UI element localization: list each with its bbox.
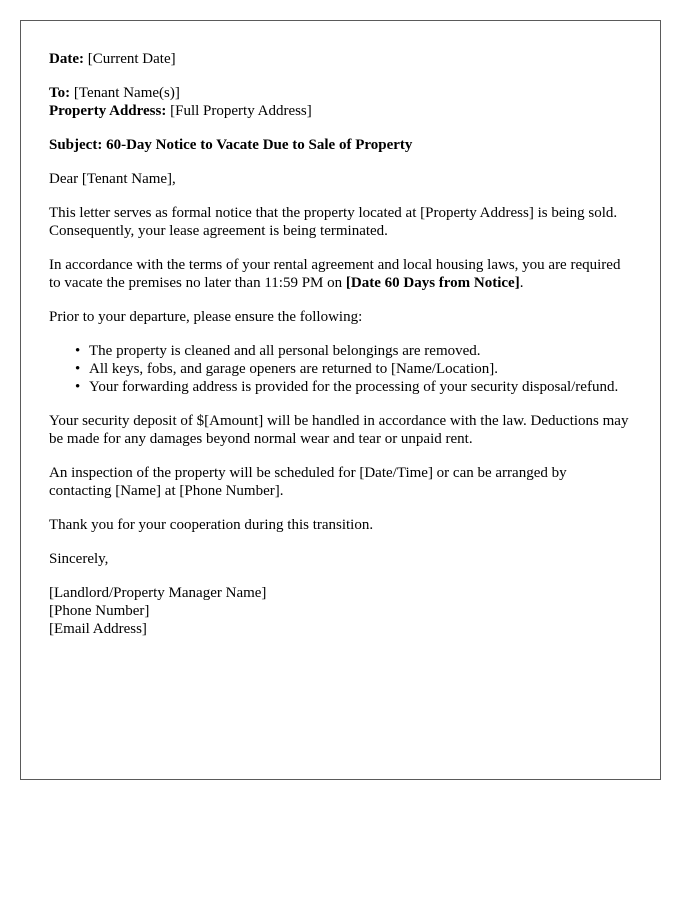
checklist: [49, 342, 632, 396]
vacate-text: In accordance with the terms of your rental agreement and local housing laws, you are required to vacate the premises no later than 11:59 PM on: [49, 257, 621, 291]
list-item: [75, 360, 632, 378]
salutation: Dear [Tenant Name],: [49, 171, 176, 187]
signature-name: [Landlord/Property Manager Name]: [49, 585, 267, 601]
list-item-text: Your forwarding address is provided for the processing of your security disposal/refund.: [89, 379, 619, 395]
property-address-label: Property Address:: [49, 103, 167, 119]
property-address-value: [Full Property Address]: [170, 103, 312, 119]
bullet-icon: •: [75, 361, 81, 377]
date-label: Date:: [49, 51, 84, 67]
list-item-text: The property is cleaned and all personal belongings are removed.: [89, 343, 481, 359]
paragraph-thanks: Thank you for your cooperation during this transition.: [49, 517, 374, 533]
list-item-text: All keys, fobs, and garage openers are returned to [Name/Location].: [89, 361, 499, 377]
vacate-date: [Date 60 Days from Notice]: [345, 275, 520, 291]
paragraph-security-deposit: Your security deposit of $[Amount] will be handled in accordance with the law. Deductions may be made for any damages beyond normal wear and tear or unpaid rent.: [49, 413, 629, 447]
to-line: [49, 84, 632, 102]
closing: Sincerely,: [49, 551, 109, 567]
date-value: [Current Date]: [87, 51, 176, 67]
signature-phone: [Phone Number]: [49, 603, 150, 619]
list-item: [75, 378, 632, 396]
bullet-icon: •: [75, 379, 81, 395]
paragraph-notice: This letter serves as formal notice that the property located at [Property Address] is being sold. Consequently, your lease agreement is being terminated.: [49, 205, 618, 239]
bullet-icon: •: [75, 343, 81, 359]
to-value: [Tenant Name(s)]: [73, 85, 180, 101]
paragraph-prior-departure: Prior to your departure, please ensure the following:: [49, 309, 363, 325]
recipient-block: [49, 84, 632, 120]
paragraph-inspection: An inspection of the property will be scheduled for [Date/Time] or can be arranged by contacting [Name] at [Phone Number].: [49, 465, 567, 499]
signature-block: [49, 584, 632, 638]
signature-email: [Email Address]: [49, 621, 147, 637]
subject-line: Subject: 60-Day Notice to Vacate Due to Sale of Property: [49, 137, 413, 153]
paragraph-vacate-deadline: [49, 256, 632, 292]
letter-page: [20, 20, 661, 780]
date-line: [49, 50, 632, 68]
vacate-period: .: [519, 275, 524, 291]
list-item: [75, 342, 632, 360]
to-label: To:: [49, 85, 71, 101]
property-address-line: [49, 102, 632, 120]
